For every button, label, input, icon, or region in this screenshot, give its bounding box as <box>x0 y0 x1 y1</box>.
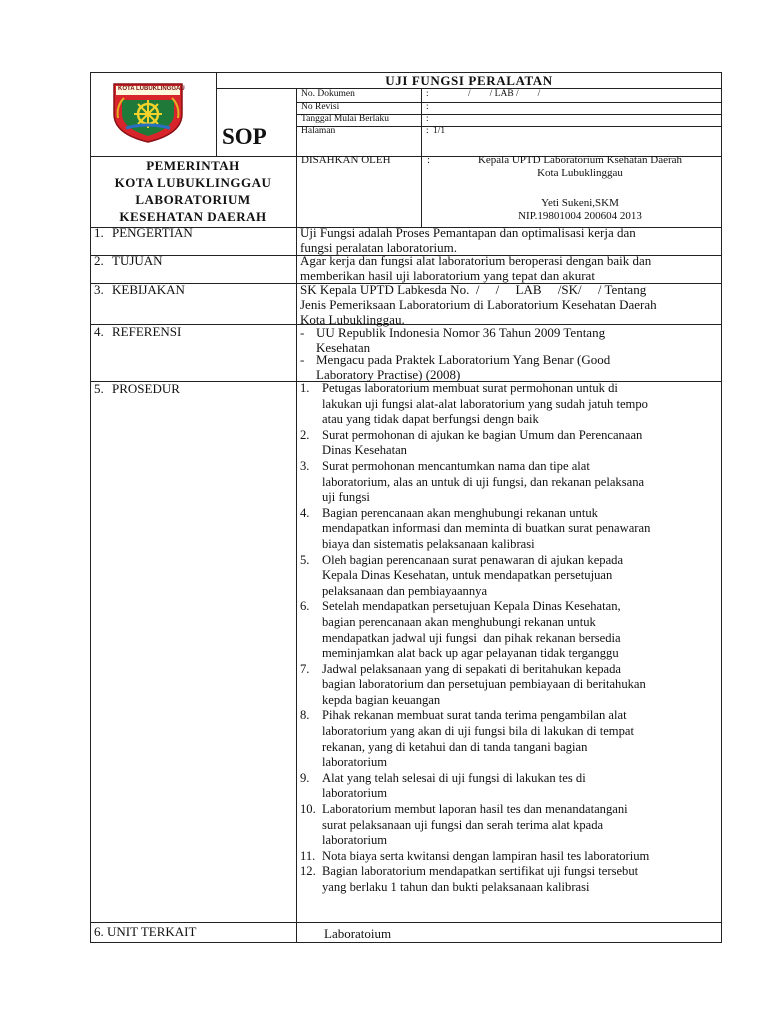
signatory-name: Yeti Sukeni,SKM <box>541 197 619 209</box>
step-line: laboratorium <box>322 833 388 848</box>
text-line: Kota Lubuklinggau. <box>300 312 405 327</box>
prosedur-list <box>300 381 720 896</box>
step-line: yang berlaku 1 tahun dan bukti pelaksanaan kalibrasi <box>322 880 590 894</box>
text-line: Agar kerja dan fungsi alat laboratorium beroperasi dengan baik dan <box>300 253 652 268</box>
tujuan-text <box>300 253 718 283</box>
step-line: uji fungsi <box>322 490 370 505</box>
step-number: 10. <box>300 802 316 817</box>
step-line: Alat yang telah selesai di uji fungsi di lakukan tes di <box>322 770 586 785</box>
meta-label-halaman: Halaman <box>301 126 336 136</box>
text-line: SK Kepala UPTD Labkesda No. / / LAB /SK/ / Tentang <box>300 282 647 297</box>
section-label-kebijakan: KEBIJAKAN <box>112 282 185 297</box>
referensi-item <box>300 325 720 355</box>
step-line: Bagian perencanaan akan menghubungi rekanan untuk <box>322 505 598 520</box>
procedure-step <box>300 771 720 802</box>
meta-colon: : <box>426 126 429 136</box>
step-line: Surat permohonan mencantumkan nama dan tipe alat <box>322 458 590 473</box>
step-line: Pihak rekanan membuat surat tanda terima pengambilan alat <box>322 708 627 723</box>
meta-label-no-dokumen: No. Dokumen <box>301 89 355 99</box>
approval-signatory <box>440 154 720 223</box>
step-line: mendapatkan jadwal uji fungsi dan pihak rekanan bersedia <box>322 630 621 645</box>
step-number: 5. <box>300 552 310 567</box>
meta-colon: : <box>426 102 429 112</box>
step-line: laboratorium, alas an untuk di uji fungsi, dan rekanan pelaksana <box>322 474 645 489</box>
org-line: LABORATORIUM <box>135 192 251 207</box>
step-number: 7. <box>300 661 310 676</box>
step-number: 12. <box>300 864 316 879</box>
section-number: 4. <box>94 324 104 339</box>
text-line: Mengacu pada Praktek Laboratorium Yang Benar (Good <box>316 352 611 367</box>
pengertian-text <box>300 225 718 255</box>
step-line: pelaksanaan dan pembiayaannya <box>322 583 488 598</box>
procedure-step <box>300 459 720 506</box>
step-line: Nota biaya serta kwitansi dengan lampiran hasil tes laboratorium <box>322 848 650 863</box>
text-line: memberikan hasil uji laboratorium yang tepat dan akurat <box>300 268 595 283</box>
text-line: Kesehatan <box>316 340 371 355</box>
procedure-step <box>300 802 720 849</box>
meta-value-no-dokumen: / / LAB / / <box>468 89 541 99</box>
kebijakan-text <box>300 282 718 327</box>
text-line: fungsi peralatan laboratorium. <box>300 240 458 255</box>
step-line: Dinas Kesehatan <box>322 443 407 458</box>
org-line: KOTA LUBUKLINGGAU <box>114 175 272 190</box>
section-number: 2. <box>94 253 104 268</box>
approval-label: DISAHKAN OLEH <box>301 154 391 166</box>
approval-colon: : <box>427 154 431 166</box>
signatory-nip: NIP.19801004 200604 2013 <box>518 210 642 222</box>
document-title: UJI FUNGSI PERALATAN <box>385 73 553 88</box>
sop-label: SOP <box>222 124 267 149</box>
meta-colon: : <box>426 89 429 99</box>
meta-label-no-revisi: No Revisi <box>301 102 340 112</box>
step-line: laboratorium <box>322 755 388 770</box>
approval-line: Kepala UPTD Laboratorium Ksehatan Daerah <box>477 154 683 166</box>
bullet-dash: - <box>300 352 305 367</box>
step-line: bagian perencanaan akan menghubungi rekanan untuk <box>322 614 596 629</box>
step-number: 11. <box>300 848 316 863</box>
meta-colon: : <box>426 114 429 124</box>
section-number: 5. <box>94 381 104 396</box>
text-line: Jenis Pemeriksaan Laboratorium di Laboratorium Kesehatan Daerah <box>300 297 657 312</box>
step-line: Jadwal pelaksanaan yang di sepakati di beritahukan kepada <box>322 661 621 676</box>
step-line: surat pelaksanaan uji fungsi dan serah terima alat kpada <box>322 817 604 832</box>
meta-value-halaman: 1/1 <box>433 126 446 136</box>
step-line: meminjamkan alat back up agar pelayanan tidak terganggu <box>322 646 619 661</box>
section-label-tujuan: TUJUAN <box>112 253 163 268</box>
section-label-prosedur: PROSEDUR <box>112 381 180 396</box>
step-line: atau yang tidak dapat berfungsi dengn baik <box>322 412 539 427</box>
step-line: Petugas laboratorium membuat surat permohonan untuk di <box>322 381 618 395</box>
step-line: Laboratorium membut laporan hasil tes dan menandatangani <box>322 802 628 817</box>
text-line: Uji Fungsi adalah Proses Pemantapan dan optimalisasi kerja dan <box>300 225 636 240</box>
step-line: Bagian laboratorium mendapatkan sertifikat uji fungsi tersebut <box>322 864 639 879</box>
procedure-step <box>300 381 720 428</box>
meta-label-tanggal: Tanggal Mulai Berlaku <box>301 114 389 124</box>
procedure-step <box>300 553 720 600</box>
step-line: biaya dan sistematis pelaksanaan kalibrasi <box>322 536 535 551</box>
organization-block <box>90 157 296 225</box>
section-label-pengertian: PENGERTIAN <box>112 225 193 240</box>
approval-line: Kota Lubuklinggau <box>537 167 623 179</box>
text-line: UU Republik Indonesia Nomor 36 Tahun 2009 Tentang <box>316 325 606 340</box>
step-number: 6. <box>300 599 310 614</box>
step-number: 8. <box>300 708 310 723</box>
unit-terkait-value: Laboratoium <box>324 926 392 941</box>
procedure-step <box>300 708 720 770</box>
section-number: 1. <box>94 225 104 240</box>
step-line: Surat permohonan di ajukan ke bagian Umum dan Perencanaan <box>322 427 643 442</box>
step-line: bagian laboratorium dan persetujuan pembiayaan di beritahukan <box>322 677 646 692</box>
org-line: PEMERINTAH <box>146 158 240 173</box>
org-line: KESEHATAN DAERAH <box>119 209 267 224</box>
procedure-step <box>300 506 720 553</box>
procedure-step <box>300 599 720 661</box>
step-line: rekanan, yang di ketahui dan di tanda tangani bagian <box>322 739 588 754</box>
step-line: laboratorium yang akan di uji fungsi bila di lakukan di tempat <box>322 724 634 739</box>
step-line: laboratorium <box>322 786 388 801</box>
procedure-step <box>300 662 720 709</box>
step-number: 2. <box>300 427 310 442</box>
section-label-unit-terkait: 6. UNIT TERKAIT <box>94 924 197 939</box>
referensi-item <box>300 352 720 382</box>
city-logo <box>108 78 188 144</box>
step-line: Setelah mendapatkan persetujuan Kepala Dinas Kesehatan, <box>322 599 621 614</box>
procedure-step <box>300 849 720 865</box>
step-number: 4. <box>300 505 310 520</box>
text-line: Laboratory Practise) (2008) <box>316 367 461 382</box>
step-number: 3. <box>300 458 310 473</box>
step-line: Kepala Dinas Kesehatan, untuk mendapatkan persetujuan <box>322 568 613 583</box>
step-number: 9. <box>300 770 310 785</box>
step-line: mendapatkan informasi dan meminta di buatkan surat penawaran <box>322 521 651 536</box>
step-line: Oleh bagian perencanaan surat penawaran di ajukan kepada <box>322 552 624 567</box>
section-label-referensi: REFERENSI <box>112 324 182 339</box>
step-number: 1. <box>300 381 310 395</box>
bullet-dash: - <box>300 325 305 340</box>
step-line: lakukan uji fungsi alat-alat laboratorium yang sudah jatuh tempo <box>322 396 648 411</box>
procedure-step <box>300 864 720 895</box>
logo-text: KOTA LUBUKLINGGAU <box>118 86 185 92</box>
procedure-step <box>300 428 720 459</box>
step-line: kepda bagian keuangan <box>322 692 441 707</box>
section-number: 3. <box>94 282 104 297</box>
